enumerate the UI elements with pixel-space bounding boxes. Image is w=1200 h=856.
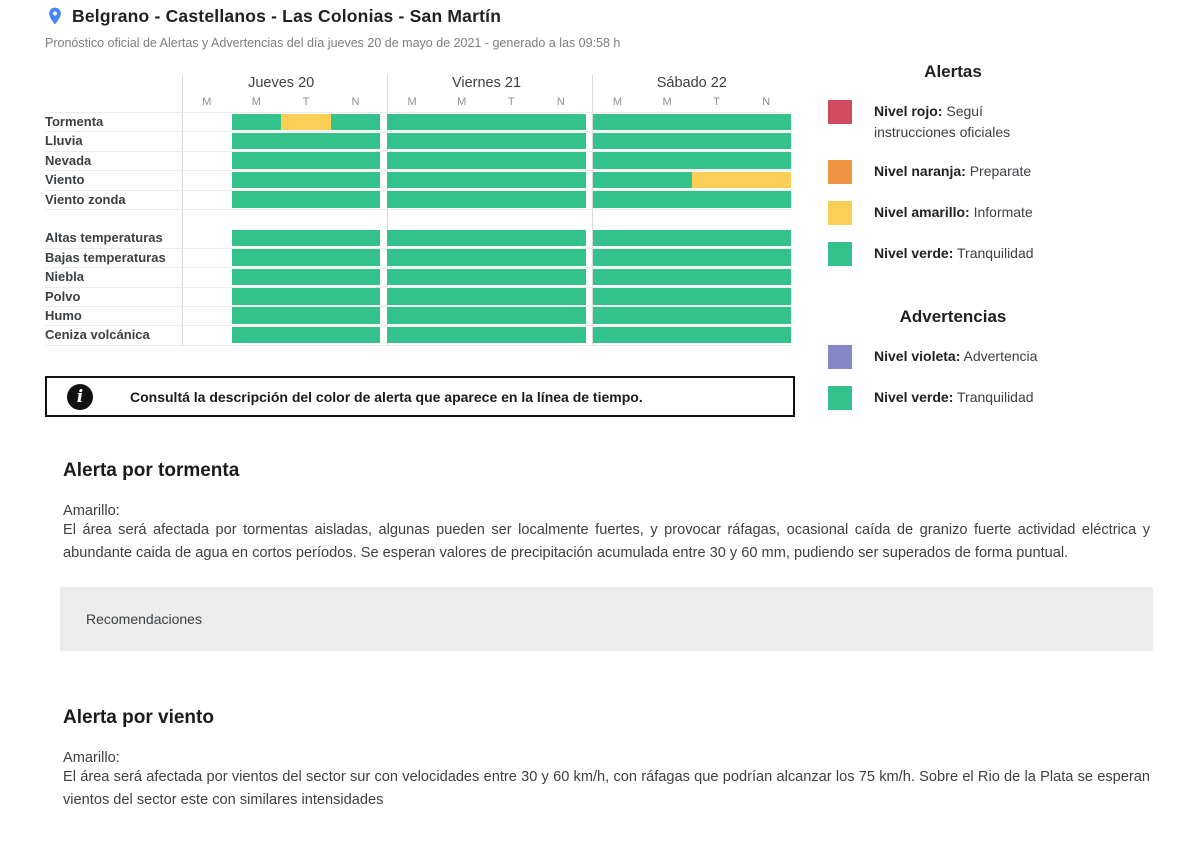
alert-cell-green [232,307,282,324]
alert-cell-green [486,152,536,169]
alert-cell-green [536,269,586,286]
timeline-days-header [182,73,791,112]
day-cells [387,326,585,344]
alert-cell-green [281,230,331,247]
period-label: T [302,96,310,108]
alert-cell-green [741,191,791,208]
alert-cell-yellow [692,172,742,189]
alert-cell-green [486,230,536,247]
alert-cell-green [281,152,331,169]
advertencias-legend-title: Advertencias [899,307,1007,326]
alert-cell-green [387,133,437,150]
timeline-row [45,132,791,151]
legend-item [828,242,1078,266]
legend-item [828,201,1078,225]
day-column [387,73,585,112]
alert-cell-green [593,327,643,344]
alert-cell-green [437,307,487,324]
alert-cell-green [387,307,437,324]
day-cells [387,191,585,209]
alert-cell-green [232,288,282,305]
alert-cell-green [232,133,282,150]
alert-cell-green [741,307,791,324]
day-cells [182,132,380,150]
alert-cell-green [642,191,692,208]
alert-cell-green [642,230,692,247]
alert-cell-empty [182,327,232,344]
period-label: M [612,96,623,108]
day-label: Viernes 21 [451,75,522,91]
legend-item-text: Nivel naranja: Preparate [874,163,1032,179]
day-cells [387,132,585,150]
day-cells [182,326,380,344]
legend-item [828,386,1078,410]
day-cells [182,249,380,267]
row-cells [182,152,791,170]
row-label: Lluvia [45,133,83,149]
alert-cell-green [486,288,536,305]
timeline-rows [45,112,791,346]
alert-cell-green [437,133,487,150]
green-swatch [828,386,852,410]
legend-item-text: Nivel violeta: Advertencia [874,348,1038,364]
page-title: Belgrano - Castellanos - Las Colonias - San Martín [72,5,502,26]
day-label: Sábado 22 [656,75,727,91]
legend-item-text: Nivel rojo: Seguí instrucciones oficiales [874,103,1011,140]
period-label: T [713,96,720,108]
alert-cell-green [536,288,586,305]
alert-cell-green [536,152,586,169]
alert-cell-green [331,114,381,131]
alert-cell-green [692,307,742,324]
alert-cell-green [593,133,643,150]
alert-cell-green [331,172,381,189]
alert-cell-empty [182,230,232,247]
alert-cell-green [486,327,536,344]
row-label: Bajas temperaturas [45,249,166,265]
info-icon: i [67,384,93,410]
day-cells [593,132,791,150]
alert-cell-empty [182,288,232,305]
timeline-row [45,326,791,345]
alert-cell-green [486,133,536,150]
period-label: T [507,96,515,108]
alert-cell-green [232,114,282,131]
info-banner [45,376,795,417]
alert-cell-green [692,152,742,169]
row-cells [182,113,791,131]
alert-cell-empty [182,269,232,286]
alert-cell-green [692,191,742,208]
alert-cell-green [281,133,331,150]
alert-cell-green [331,230,381,247]
day-cells [387,229,585,247]
legend-item-text: Nivel verde: Tranquilidad [874,245,1034,261]
period-labels [593,94,791,112]
alert-cell-green [741,269,791,286]
alert-cell-green [486,172,536,189]
day-cells [182,229,380,247]
alert-cell-green [437,191,487,208]
alert-cell-empty [182,152,232,169]
alert-cell-green [593,191,643,208]
legend-item-text: Nivel amarillo: Informate [874,204,1033,220]
alert-cell-empty [182,307,232,324]
row-label: Ceniza volcánica [45,327,150,343]
day-cells [593,113,791,131]
period-labels [387,94,585,112]
row-group-spacer [45,210,791,229]
alert-cell-green [536,327,586,344]
alert-cell-green [642,249,692,266]
alertas-legend-items [828,100,1078,266]
legend-item [828,100,1078,143]
row-cells [182,307,791,325]
alert-cell-empty [182,191,232,208]
timeline-row [45,191,791,210]
alert-cell-green [387,288,437,305]
period-label: M [457,96,467,108]
alert-cell-green [741,249,791,266]
alert-cell-green [642,327,692,344]
alert-cell-green [536,172,586,189]
alert-cell-green [593,307,643,324]
day-cells [593,171,791,189]
alert-cell-green [387,152,437,169]
period-label: M [407,96,417,108]
alert-cell-green [281,249,331,266]
section-body-text: El área será afectada por tormentas aisladas, algunas pueden ser localmente fuertes, y provocar ráfagas, ocasional caída de granizo fuerte actividad eléctrica y abundante caida de agua en cortos períodos. Se esperan valores de precipitación acumulada entre 30 y 60 mm, pudiendo ser superados de forma puntual. [63,522,1150,561]
period-label: M [202,96,212,108]
alert-cell-green [281,269,331,286]
alert-cell-green [486,269,536,286]
orange-swatch [828,160,852,184]
day-cells [593,249,791,267]
alert-cell-green [593,288,643,305]
alert-cell-green [536,191,586,208]
alert-sections [45,460,1155,812]
alert-cell-green [437,327,487,344]
row-cells [182,249,791,267]
alert-cell-green [437,114,487,131]
alert-cell-green [232,172,282,189]
alert-cell-green [387,114,437,131]
alert-cell-green [486,191,536,208]
location-pin-icon [45,5,65,27]
alert-cell-green [692,230,742,247]
alert-cell-green [741,230,791,247]
alert-cell-green [387,249,437,266]
alert-cell-green [232,191,282,208]
day-cells [387,268,585,286]
alert-cell-green [692,114,742,131]
alert-cell-green [536,114,586,131]
day-cells [387,171,585,189]
alert-cell-green [437,152,487,169]
alert-cell-green [593,114,643,131]
advertencias-legend-items [828,345,1078,410]
period-label: N [762,96,771,108]
alert-level-label: Amarillo: [63,503,120,519]
alert-cell-green [741,152,791,169]
day-cells [593,307,791,325]
alert-cell-green [486,114,536,131]
day-cells [593,229,791,247]
day-cells [182,307,380,325]
alert-cell-green [281,288,331,305]
alert-cell-green [593,172,643,189]
timeline-row [45,288,791,307]
alert-cell-empty [182,172,232,189]
row-label: Humo [45,307,82,323]
row-label: Viento [45,172,85,188]
alert-section [45,460,1155,651]
timeline-row [45,113,791,132]
day-column [182,73,380,112]
alert-cell-green [741,327,791,344]
alert-cell-green [741,288,791,305]
alert-cell-green [437,288,487,305]
day-cells [182,191,380,209]
row-cells [182,171,791,189]
alert-cell-green [642,269,692,286]
day-column [593,73,791,112]
alert-cell-green [331,327,381,344]
day-label: Jueves 20 [248,75,315,91]
alert-cell-green [536,133,586,150]
alert-cell-green [437,249,487,266]
row-cells [182,288,791,306]
day-cells [593,326,791,344]
period-label: M [251,96,261,108]
alert-cell-green [692,269,742,286]
timeline-row [45,229,791,248]
alert-cell-green [536,249,586,266]
legend-panel [828,62,1078,427]
alert-cell-green [536,230,586,247]
day-cells [593,268,791,286]
alert-cell-green [692,249,742,266]
alert-cell-green [437,230,487,247]
alert-cell-green [232,249,282,266]
timeline-row [45,307,791,326]
alert-cell-green [232,152,282,169]
day-cells [182,288,380,306]
row-cells [182,229,791,247]
alert-cell-green [593,269,643,286]
section-heading: Alerta por viento [63,707,214,728]
recommendations-label: Recomendaciones [86,611,202,627]
day-cells [593,191,791,209]
alert-cell-green [593,249,643,266]
alert-cell-green [387,230,437,247]
alert-cell-green [692,327,742,344]
day-cells [387,249,585,267]
alert-cell-green [642,172,692,189]
alert-level-label: Amarillo: [63,750,120,766]
alert-cell-green [741,133,791,150]
row-label: Nevada [45,152,92,168]
alert-timeline [45,73,791,346]
alert-cell-green [642,288,692,305]
alert-cell-green [486,307,536,324]
day-cells [182,268,380,286]
day-cells [387,288,585,306]
alert-cell-green [281,191,331,208]
violet-swatch [828,345,852,369]
alert-cell-green [437,172,487,189]
row-label: Niebla [45,269,85,285]
period-label: N [351,96,360,108]
section-heading: Alerta por tormenta [63,460,240,481]
alert-cell-green [331,307,381,324]
row-cells [182,326,791,344]
legend-item [828,160,1078,184]
alert-cell-empty [182,249,232,266]
alert-cell-green [593,230,643,247]
alert-cell-green [331,288,381,305]
alert-cell-green [331,269,381,286]
alert-cell-green [331,152,381,169]
alert-cell-green [281,172,331,189]
timeline-row [45,171,791,190]
alert-cell-green [331,249,381,266]
row-label: Viento zonda [45,191,126,207]
alert-cell-green [741,114,791,131]
timeline-row [45,152,791,171]
period-labels [182,94,380,112]
period-label: N [556,96,565,108]
alert-cell-green [331,191,381,208]
alert-section [45,707,1155,812]
alert-cell-green [642,114,692,131]
forecast-subtitle: Pronóstico oficial de Alertas y Advertencias del día jueves 20 de mayo de 2021 - generado a las 09:58 h [45,36,621,50]
alert-cell-green [281,307,331,324]
alert-cell-green [593,152,643,169]
row-cells [182,132,791,150]
alert-cell-green [281,327,331,344]
alert-cell-green [232,230,282,247]
timeline-row [45,268,791,287]
legend-item [828,345,1078,369]
alert-cell-green [387,327,437,344]
alert-cell-green [387,269,437,286]
alert-cell-green [387,172,437,189]
row-label: Tormenta [45,114,104,129]
alert-cell-green [692,288,742,305]
alertas-legend-title: Alertas [924,62,982,81]
alert-cell-green [232,269,282,286]
alert-cell-green [232,327,282,344]
alert-cell-green [642,133,692,150]
day-cells [387,113,585,131]
alert-cell-green [692,133,742,150]
red-swatch [828,100,852,124]
green-swatch [828,242,852,266]
timeline-row [45,249,791,268]
day-cells [593,288,791,306]
day-cells [387,152,585,170]
alert-cell-green [486,249,536,266]
recommendations-toggle[interactable] [60,587,1153,651]
alert-cell-green [331,133,381,150]
section-body-text: El área será afectada por vientos del sector sur con velocidades entre 30 y 60 km/h, con ráfagas que podrían alcanzar los 75 km/h. Sobre el Rio de la Plata se esperan vientos del sector este con similares intensidades [63,769,1150,808]
alert-cell-empty [182,114,232,131]
row-label: Polvo [45,288,81,304]
row-cells [182,191,791,209]
yellow-swatch [828,201,852,225]
legend-item-text: Nivel verde: Tranquilidad [874,389,1034,405]
alert-cell-empty [182,133,232,150]
day-cells [387,307,585,325]
row-label: Altas temperaturas [45,230,163,246]
period-label: M [662,96,672,108]
row-cells [182,268,791,286]
alert-cell-green [387,191,437,208]
info-banner-text: Consultá la descripción del color de alerta que aparece en la línea de tiempo. [130,388,643,405]
day-cells [593,152,791,170]
day-cells [182,152,380,170]
page-header [45,5,620,50]
day-cells [182,113,380,131]
alert-cell-green [536,307,586,324]
alert-cell-yellow [281,114,331,131]
day-cells [182,171,380,189]
alert-cell-green [642,307,692,324]
alert-cell-yellow [741,172,791,189]
alert-cell-green [642,152,692,169]
alert-cell-green [437,269,487,286]
